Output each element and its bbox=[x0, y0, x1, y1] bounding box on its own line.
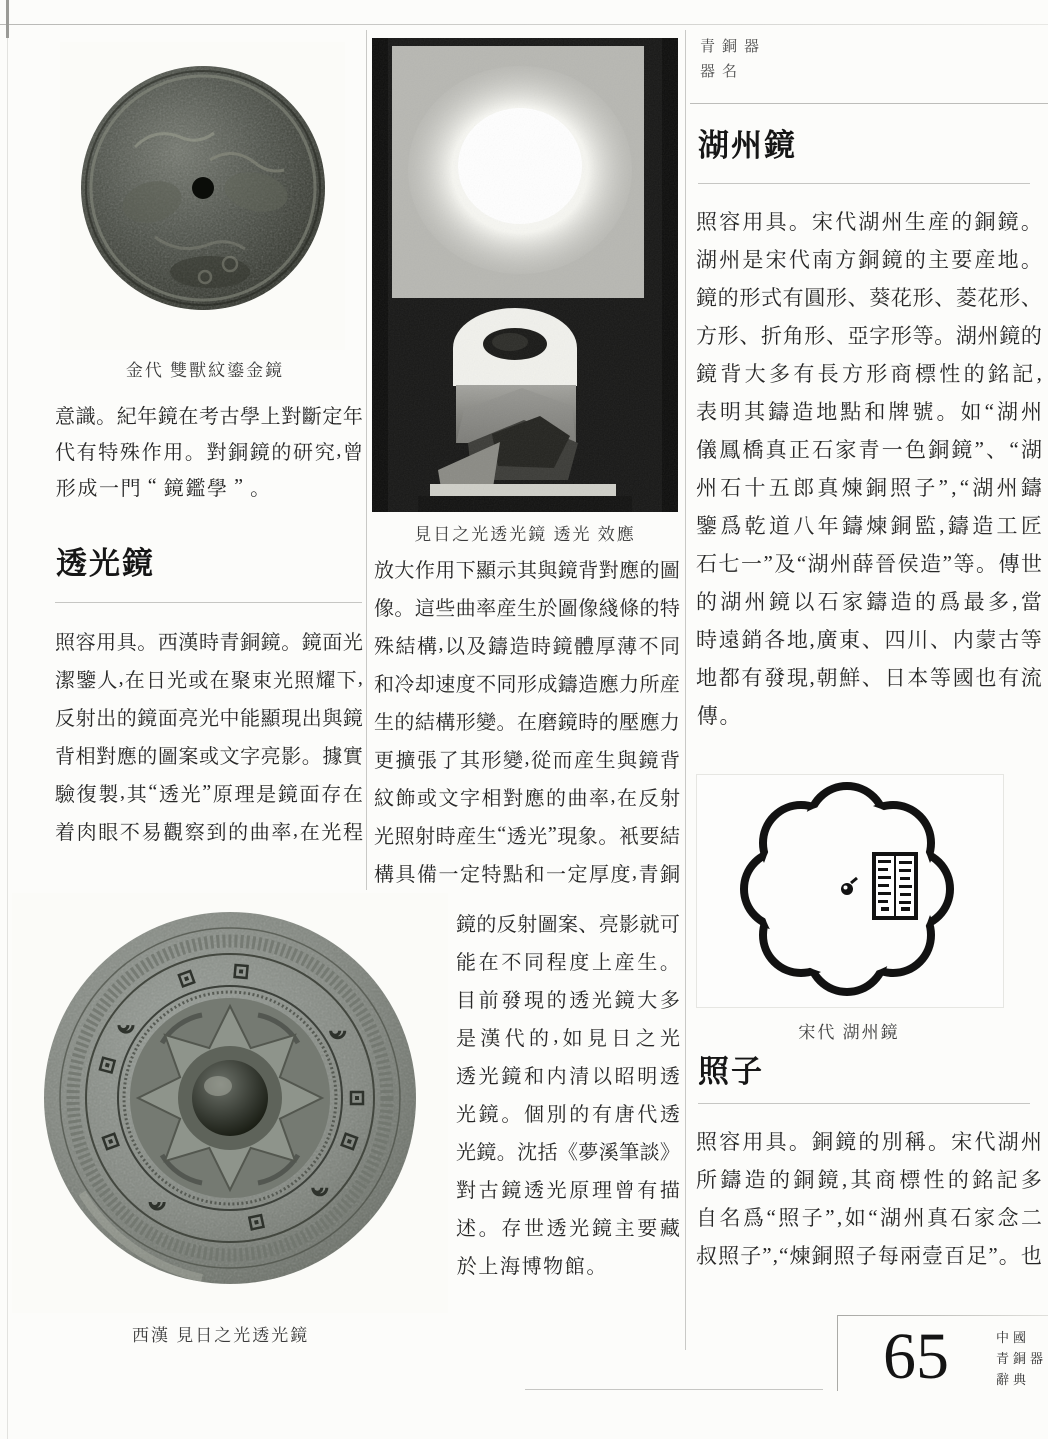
text-line: 鏡 的 反 射 圖 案 、 亮 影 就 可 bbox=[456, 913, 680, 936]
text-line: 光 鏡 。 沈 括 《 夢 溪 筆 談 》 bbox=[456, 1141, 680, 1164]
western-han-mirror-image bbox=[12, 893, 448, 1313]
gilt-double-beast-mirror-image bbox=[60, 42, 345, 350]
text-line: 述 。 存 世 透 光 鏡 主 要 藏 bbox=[456, 1217, 680, 1240]
running-head-category bbox=[700, 34, 766, 84]
text-line: 光 鏡 。 個 別 的 有 唐 代 透 bbox=[456, 1103, 680, 1126]
text-line: 能 在 不 同 程 度 上 産 生 。 bbox=[456, 951, 680, 974]
figure-huzhou-mirror-drawing bbox=[696, 774, 1004, 1008]
section-heading-touguangjing: 透光鏡 bbox=[56, 546, 155, 581]
figure2-caption: 西漢 見日之光透光鏡 bbox=[132, 1326, 310, 1345]
text-line: 叔 照 子 ” , “ 煉 銅 照 子 每 兩 壹 百 足 ” 。 也 bbox=[696, 1242, 1042, 1268]
text-line: 像 。 這 些 曲 率 産 生 於 圖 像 綫 條 的 特 bbox=[374, 597, 680, 620]
text-line: 目 前 發 現 的 透 光 鏡 大 多 bbox=[456, 989, 680, 1012]
text-line: 州 石 十 五 郎 真 煉 銅 照 子 ” , “ 湖 州 鑄 bbox=[696, 474, 1042, 500]
book-title bbox=[996, 1327, 1047, 1390]
text-line: 鏡 的 形 式 有 圓 形 、 葵 花 形 、 菱 花 形 、 bbox=[696, 286, 1042, 310]
left-paragraph-2 bbox=[55, 621, 363, 849]
figure-gilt-mirror-photo bbox=[60, 42, 345, 350]
text-line: 是 漢 代 的 , 如 見 日 之 光 bbox=[456, 1024, 680, 1050]
song-huzhou-mirror-image bbox=[697, 775, 1003, 1007]
text-line: 着 肉 眼 不 易 觀 察 到 的 曲 率 , 在 光 程 bbox=[55, 818, 363, 844]
column-divider-right bbox=[685, 30, 686, 1350]
heading-rule-huzhoujing bbox=[698, 183, 1030, 184]
left-paragraph-1 bbox=[55, 396, 363, 504]
book-title-line3: 辭典 bbox=[996, 1372, 1031, 1387]
text-line: 背 相 對 應 的 圖 案 或 文 字 亮 影 。 據 實 bbox=[55, 745, 363, 768]
text-line: 於 上 海 博 物 館 。 bbox=[456, 1255, 607, 1278]
text-line: 生 的 結 構 形 變 。 在 磨 鏡 時 的 壓 應 力 bbox=[374, 711, 680, 734]
text-line: 鑒 爲 乾 道 八 年 鑄 煉 銅 監 , 鑄 造 工 匠 bbox=[696, 512, 1042, 538]
running-head-line2: 器名 bbox=[700, 63, 745, 80]
scan-left-edge bbox=[7, 0, 8, 1439]
figure3-caption: 見日之光透光鏡 透光 效應 bbox=[414, 525, 636, 544]
middle-paragraph-narrow bbox=[456, 903, 680, 1283]
section-heading-zhaozi: 照子 bbox=[698, 1054, 764, 1089]
text-line: 表 明 其 鑄 造 地 點 和 牌 號 。 如 “ 湖 州 bbox=[696, 398, 1042, 424]
footer-bracket-top bbox=[838, 1315, 1048, 1316]
text-line: 光 照 射 時 産 生 “ 透 光 ” 現 象 。 衹 要 結 bbox=[374, 822, 680, 848]
scan-edge-mark bbox=[6, 0, 9, 38]
text-line: 形 成 一 門 “ 鏡 鑑 學 ” 。 bbox=[55, 474, 271, 500]
text-line: 殊 結 構 , 以 及 鑄 造 時 鏡 體 厚 薄 不 同 bbox=[374, 632, 680, 658]
light-transmission-demo-image bbox=[372, 38, 678, 512]
text-line: 方 形 、 折 角 形 、 亞 字 形 等 。 湖 州 鏡 的 bbox=[696, 324, 1042, 348]
text-line: 地 都 有 發 現 , 朝 鮮 、 日 本 等 國 也 有 流 bbox=[696, 664, 1042, 690]
figure4-caption: 宋代 湖州鏡 bbox=[798, 1023, 900, 1042]
text-line: 和 冷 却 速 度 不 同 形 成 鑄 造 應 力 所 産 bbox=[374, 673, 680, 696]
text-line: 驗 復 製 , 其 “ 透 光 ” 原 理 是 鏡 面 存 在 bbox=[55, 780, 363, 806]
footer-bracket-side bbox=[837, 1315, 838, 1391]
text-line: 代 有 特 殊 作 用 。 對 銅 鏡 的 研 究 , 曾 bbox=[55, 438, 363, 464]
heading-rule-touguangjing bbox=[55, 602, 362, 603]
figure-touguang-mirror-photo bbox=[12, 893, 448, 1313]
text-line: 意 識 。 紀 年 鏡 在 考 古 學 上 對 斷 定 年 bbox=[55, 405, 363, 428]
right-paragraph-2 bbox=[696, 1122, 1042, 1274]
heading-rule-zhaozi bbox=[698, 1103, 1030, 1104]
text-line: 構 具 備 一 定 特 點 和 一 定 厚 度 , 青 銅 bbox=[374, 860, 680, 886]
text-line: 時 遠 銷 各 地 , 廣 東 、 四 川 、 内 蒙 古 等 bbox=[696, 626, 1042, 652]
text-line: 放 大 作 用 下 顯 示 其 與 鏡 背 對 應 的 圖 bbox=[374, 559, 680, 582]
text-line: 儀 鳳 橋 真 正 石 家 青 一 色 銅 鏡 ” 、 “ 湖 bbox=[696, 436, 1042, 462]
page-top-rule bbox=[0, 24, 1048, 25]
section-heading-huzhoujing: 湖州鏡 bbox=[698, 128, 797, 163]
text-line: 鏡 背 大 多 有 長 方 形 商 標 性 的 銘 記 , bbox=[696, 360, 1042, 386]
text-line: 自 名 爲 “ 照 子 ” , 如 “ 湖 州 真 石 家 念 二 bbox=[696, 1204, 1042, 1230]
page-number: 65 bbox=[883, 1320, 949, 1393]
book-title-line2: 青銅器 bbox=[996, 1351, 1048, 1366]
text-line: 傳 。 bbox=[696, 704, 741, 728]
text-line: 湖 州 是 宋 代 南 方 銅 鏡 的 主 要 産 地 。 bbox=[696, 248, 1042, 272]
column-divider-left bbox=[366, 30, 367, 890]
running-head-line1: 青銅器 bbox=[700, 38, 767, 55]
running-head-rule bbox=[690, 103, 1048, 104]
seal-inscription bbox=[874, 854, 916, 918]
text-line: 照 容 用 具 。 銅 鏡 的 別 稱 。 宋 代 湖 州 bbox=[696, 1130, 1042, 1154]
text-line: 照 容 用 具 。 西 漢 時 青 銅 鏡 。 鏡 面 光 bbox=[55, 631, 363, 654]
text-line: 反 射 出 的 鏡 面 亮 光 中 能 顯 現 出 與 鏡 bbox=[55, 707, 363, 730]
bottom-middle-rule bbox=[525, 1389, 823, 1390]
text-line: 透 光 鏡 和 内 清 以 昭 明 透 bbox=[456, 1065, 680, 1088]
text-line: 照 容 用 具 。 宋 代 湖 州 生 産 的 銅 鏡 。 bbox=[696, 210, 1042, 234]
text-line: 石 七 一 ” 及 “ 湖 州 薛 晉 侯 造 ” 等 。 傳 世 bbox=[696, 550, 1042, 576]
text-line: 對 古 鏡 透 光 原 理 曾 有 描 bbox=[456, 1179, 680, 1202]
text-line: 更 擴 張 了 其 形 變 , 從 而 産 生 與 鏡 背 bbox=[374, 746, 680, 772]
text-line: 所 鑄 造 的 銅 鏡 , 其 商 標 性 的 銘 記 多 bbox=[696, 1166, 1042, 1192]
figure-transmission-effect-photo bbox=[372, 38, 678, 512]
book-title-line1: 中國 bbox=[996, 1330, 1031, 1345]
text-line: 潔 鑒 人 , 在 日 光 或 在 聚 束 光 照 耀 下 , bbox=[55, 666, 363, 692]
right-paragraph-1 bbox=[696, 202, 1042, 734]
middle-paragraph-wide bbox=[374, 549, 680, 891]
text-line: 的 湖 州 鏡 以 石 家 鑄 造 的 爲 最 多 , 當 bbox=[696, 588, 1042, 614]
text-line: 紋 飾 或 文 字 相 對 應 的 曲 率 , 在 反 射 bbox=[374, 784, 680, 810]
figure1-caption: 金代 雙獸紋鎏金鏡 bbox=[125, 361, 285, 380]
